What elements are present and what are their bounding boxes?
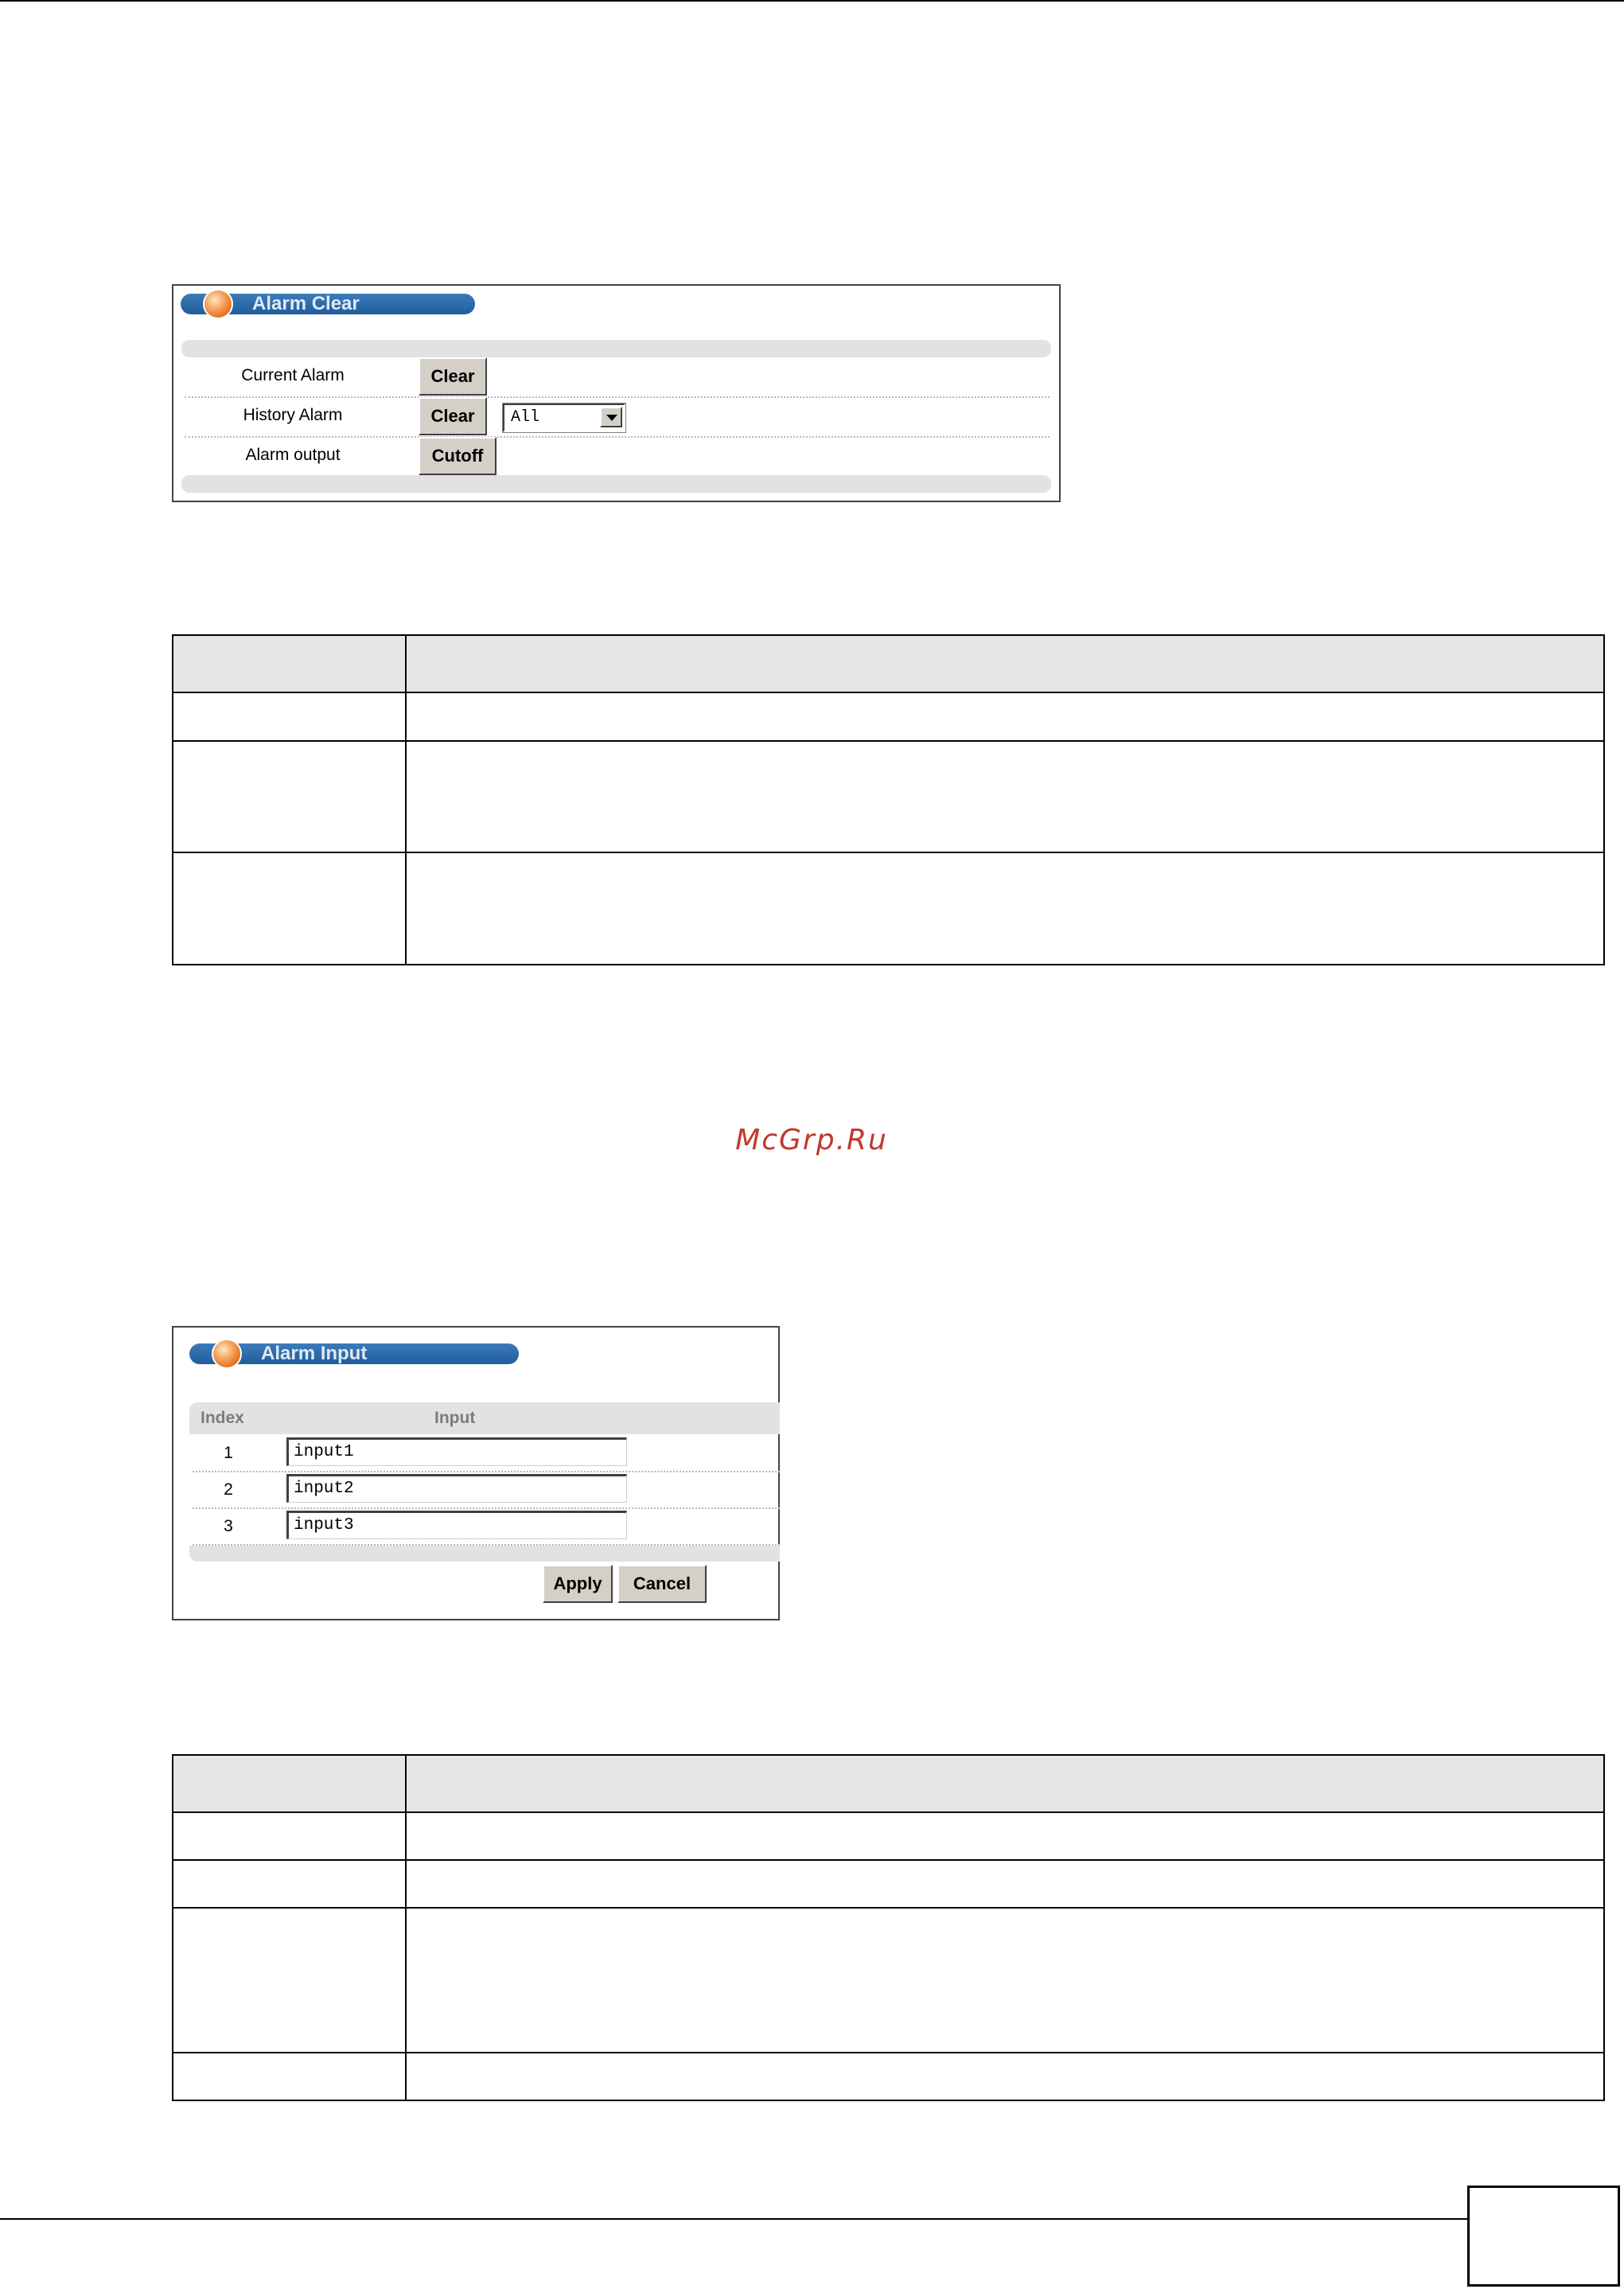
alarm-input-description-table xyxy=(172,1754,1605,2101)
alarm-clear-title: Alarm Clear xyxy=(252,293,360,314)
apply-button[interactable]: Apply xyxy=(543,1565,613,1603)
alarm-clear-description-table xyxy=(172,634,1605,965)
chevron-down-icon[interactable] xyxy=(600,407,622,427)
page-number-box xyxy=(1467,2186,1620,2287)
input-field-1[interactable]: input1 xyxy=(286,1437,627,1466)
table-cell xyxy=(173,1860,406,1908)
row-index-3: 3 xyxy=(224,1517,233,1535)
history-alarm-select[interactable] xyxy=(503,404,625,432)
table-header-cell xyxy=(173,635,406,692)
table-header-cell xyxy=(406,1755,1604,1812)
header-strip xyxy=(181,340,1051,357)
input-field-2[interactable]: input2 xyxy=(286,1474,627,1503)
row-index-1: 1 xyxy=(224,1444,233,1462)
table-cell xyxy=(406,1860,1604,1908)
table-cell xyxy=(406,2053,1604,2100)
orb-icon xyxy=(212,1339,242,1369)
table-cell xyxy=(173,1908,406,2053)
bottom-rule xyxy=(0,2218,1470,2220)
alarm-output-label: Alarm output xyxy=(245,446,341,464)
alarm-clear-panel xyxy=(172,284,1061,502)
table-cell xyxy=(173,741,406,853)
cutoff-button[interactable]: Cutoff xyxy=(419,437,497,475)
clear-history-alarm-button[interactable]: Clear xyxy=(419,397,487,435)
table-cell xyxy=(173,692,406,740)
row-index-2: 2 xyxy=(224,1480,233,1499)
top-rule xyxy=(0,0,1624,2)
alarm-input-title-bar xyxy=(189,1343,519,1364)
cancel-button[interactable]: Cancel xyxy=(617,1565,707,1603)
history-alarm-label: History Alarm xyxy=(243,406,343,424)
table-cell xyxy=(406,1908,1604,2053)
orb-icon xyxy=(203,289,233,319)
alarm-input-title: Alarm Input xyxy=(261,1343,368,1364)
table-cell xyxy=(173,1812,406,1860)
table-header-cell xyxy=(406,635,1604,692)
table-header-cell xyxy=(173,1755,406,1812)
footer-strip xyxy=(181,475,1051,493)
table-cell xyxy=(173,2053,406,2100)
alarm-clear-title-bar xyxy=(181,294,475,314)
alarm-input-panel xyxy=(172,1326,780,1620)
current-alarm-label: Current Alarm xyxy=(241,366,345,384)
table-cell xyxy=(406,1812,1604,1860)
index-column-header: Index xyxy=(201,1409,244,1427)
table-cell xyxy=(406,852,1604,965)
table-cell xyxy=(173,852,406,965)
input-field-3[interactable]: input3 xyxy=(286,1511,627,1539)
row-divider xyxy=(185,396,1050,398)
table-cell xyxy=(406,741,1604,853)
row-divider xyxy=(193,1507,780,1509)
footer-strip xyxy=(189,1546,780,1562)
header-strip xyxy=(189,1402,780,1434)
watermark: McGrp.Ru xyxy=(735,1124,888,1156)
history-alarm-select-value: All xyxy=(511,408,540,427)
clear-current-alarm-button[interactable]: Clear xyxy=(419,357,487,396)
row-divider xyxy=(193,1471,780,1472)
row-divider xyxy=(185,436,1050,438)
table-cell xyxy=(406,692,1604,740)
input-column-header: Input xyxy=(434,1409,476,1427)
